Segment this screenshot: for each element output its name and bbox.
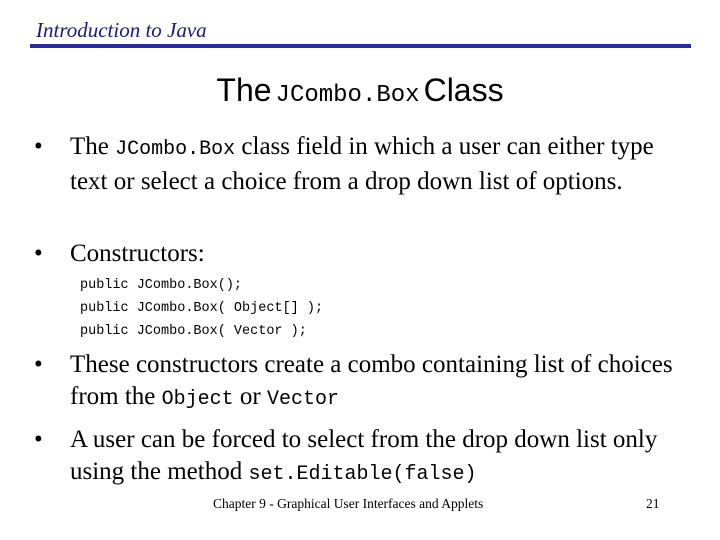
bullet-3-code-object: Object: [161, 388, 234, 411]
header-title: Introduction to Java: [36, 18, 207, 42]
code-line: public JCombo.Box( Vector );: [80, 324, 307, 339]
header-divider: [30, 44, 691, 48]
code-line: public JCombo.Box( Object[] );: [80, 301, 324, 316]
title-code: JCombo.Box: [275, 82, 420, 109]
constructor-code-block: [80, 274, 323, 343]
bullet-1-text: class field in which a user can either type text or select a choice from a drop down list of options.: [70, 133, 654, 195]
bullet-1-prefix: The: [70, 133, 109, 160]
bullet-marker: •: [34, 133, 43, 160]
bullet-marker: •: [34, 240, 43, 267]
bullet-2-text: Constructors:: [70, 240, 205, 267]
footer-chapter: Chapter 9 - Graphical User Interfaces and Applets: [213, 496, 484, 511]
bullet-4-text: A user can be forced to select from the drop down list only using the method: [70, 426, 658, 485]
title-suffix: Class: [423, 72, 504, 108]
bullet-marker: •: [34, 351, 43, 378]
bullet-4-code: set.Editable(false): [248, 463, 477, 486]
bullet-3-text: These constructors create a combo containing list of choices from the: [70, 351, 673, 410]
bullet-1-code: JCombo.Box: [115, 138, 236, 161]
title-prefix: The: [216, 72, 272, 108]
bullet-marker: •: [34, 426, 43, 453]
bullet-3-mid: or: [239, 383, 261, 410]
code-line: public JCombo.Box();: [80, 278, 243, 293]
bullet-3-code-vector: Vector: [266, 388, 339, 411]
page-number: 21: [646, 496, 660, 511]
slide-title: [0, 72, 720, 109]
